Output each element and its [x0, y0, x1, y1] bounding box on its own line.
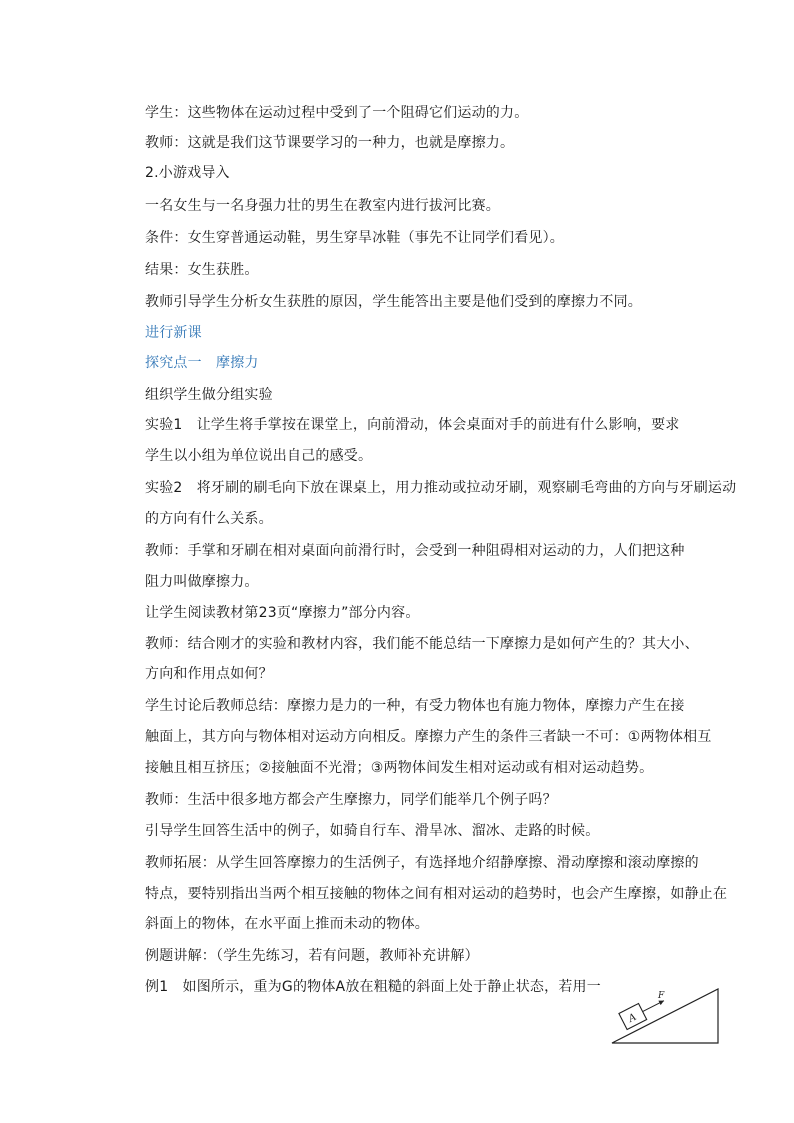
text-line-22: 接触且相互挤压；②接触面不光滑；③两物体间发生相对运动或有相对运动趋势。 — [145, 760, 654, 776]
text-line-3: 2.小游戏导入 — [145, 165, 230, 181]
text-line-6: 结果：女生获胜。 — [145, 262, 259, 278]
text-line-2: 教师：这就是我们这节课要学习的一种力，也就是摩擦力。 — [145, 135, 515, 151]
text-line-10: 组织学生做分组实验 — [145, 387, 273, 403]
text-line-18: 教师：结合刚才的实验和教材内容，我们能不能总结一下摩擦力是如何产生的？其大小、 — [145, 636, 699, 652]
text-line-14: 的方向有什么关系。 — [145, 511, 273, 527]
section-heading: 进行新课 — [145, 325, 202, 341]
text-line-26: 特点，要特别指出当两个相互接触的物体之间有相对运动的趋势时，也会产生摩擦，如静止在 — [145, 886, 728, 902]
text-line-12: 学生以小组为单位说出自己的感受。 — [145, 448, 373, 464]
text-line-15: 教师：手掌和牙刷在相对桌面向前滑行时，会受到一种阻碍相对运动的力，人们把这种 — [145, 543, 685, 559]
text-line-1: 学生：这些物体在运动过程中受到了一个阻碍它们运动的力。 — [145, 105, 529, 121]
text-line-20: 学生讨论后教师总结：摩擦力是力的一种，有受力物体也有施力物体，摩擦力产生在接 — [145, 698, 685, 714]
text-line-28: 例题讲解：（学生先练习，若有问题，教师补充讲解） — [145, 948, 479, 964]
text-line-7: 教师引导学生分析女生获胜的原因，学生能答出主要是他们受到的摩擦力不同。 — [145, 294, 642, 310]
text-line-25: 教师拓展：从学生回答摩擦力的生活例子，有选择地介绍静摩擦、滑动摩擦和滚动摩擦的 — [145, 855, 699, 871]
text-line-13: 实验2 将牙刷的刷毛向下放在课桌上，用力推动或拉动牙刷，观察刷毛弯曲的方向与牙刷运动 — [145, 480, 737, 496]
text-line-29: 例1 如图所示，重为G的物体A放在粗糙的斜面上处于静止状态，若用一 — [145, 979, 601, 995]
text-line-11: 实验1 让学生将手掌按在课堂上，向前滑动，体会桌面对手的前进有什么影响，要求 — [145, 417, 680, 433]
subsection-heading: 探究点一 摩擦力 — [145, 355, 259, 371]
text-line-16: 阻力叫做摩擦力。 — [145, 574, 259, 590]
text-line-4: 一名女生与一名身强力壮的男生在教室内进行拔河比赛。 — [145, 198, 500, 214]
text-line-23: 教师：生活中很多地方都会产生摩擦力，同学们能举几个例子吗？ — [145, 792, 557, 808]
incline-figure — [606, 985, 726, 1047]
text-line-5: 条件：女生穿普通运动鞋，男生穿旱冰鞋（事先不让同学们看见）。 — [145, 230, 564, 246]
text-line-17: 让学生阅读教材第23页“摩擦力”部分内容。 — [145, 605, 420, 621]
text-line-21: 触面上，其方向与物体相对运动方向相反。摩擦力产生的条件三者缺一不可：①两物体相互 — [145, 729, 712, 745]
text-line-24: 引导学生回答生活中的例子，如骑自行车、滑旱冰、溜冰、走路的时候。 — [145, 823, 600, 839]
text-line-27: 斜面上的物体，在水平面上推而未动的物体。 — [145, 916, 429, 932]
text-line-19: 方向和作用点如何？ — [145, 666, 273, 682]
block-label: A — [626, 1011, 639, 1025]
force-label: F — [658, 991, 665, 1001]
